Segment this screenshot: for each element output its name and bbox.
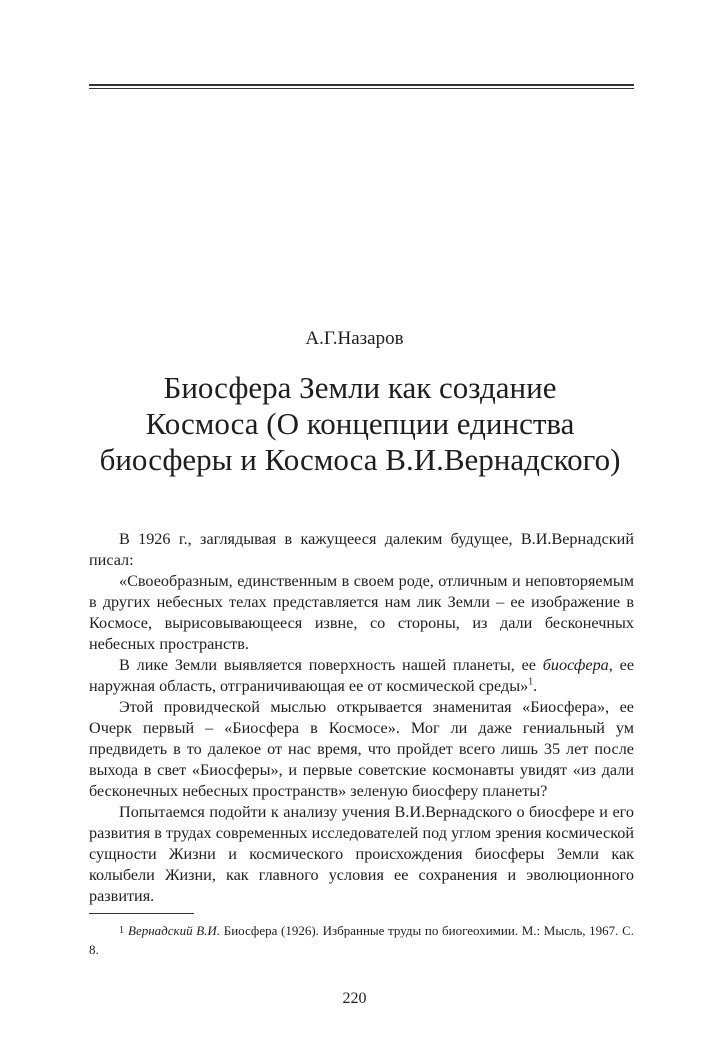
paragraph-4: Этой провидческой мыслью открывается знаменитая «Биосфера», ее Очерк первый – «Биосфера в Космосе». Мог ли даже гениальный ум предвидеть в то далекое от нас время, что пройдет всего лишь 35 лет после выхода в свет «Биосферы», и первые советские космонавты увидят «из дали бесконечных небесных пространств» зеленую биосферу планеты? [89,698,634,800]
paragraph-3-text-a: В лике Земли выявляется поверхность нашей планеты, ее [119,656,543,674]
paragraph-3-emphasis: биосфера [542,656,609,674]
title-line-1: Биосфера Земли как создание [163,370,557,405]
paragraph-5: Попытаемся подойти к анализу учения В.И.Вернадского о биосфере и его развития в трудах современных исследователей под углом зрения космической сущности Жизни и космического происхождения биосферы Земли как колыбели Жизни, как главного условия ее сохранения и эволюционного развития. [89,803,634,905]
title-line-3: биосферы и Космоса В.И.Вернадского) [99,442,621,477]
footnote-rule [89,913,194,914]
paragraph-3-text-c: . [533,677,538,695]
paragraph-3-quote [89,655,634,697]
paragraph-2-quote: «Своеобразным, единственным в своем роде, отличным и неповторяемым в других небесных телах представляется нам лик Земли – ее изображение в Космосе, вырисовывающееся извне, со стороны, из дали бесконечных небесных пространств. [89,572,634,653]
article-title [60,370,660,478]
article-author: А.Г.Назаров [305,328,404,349]
title-line-2: Космоса (О концепции единства [145,406,575,441]
paragraph-3-text-b: , ее наружная область, отграничивающая ее от космической среды» [89,656,634,695]
page-number: 220 [342,990,367,1007]
footnote-author: Вернадский В.И. [128,923,221,938]
header-rule [89,84,634,89]
footnote-text: Биосфера (1926). Избранные труды по биогеохимии. М.: Мысль, 1967. С. 8. [89,923,635,957]
footnote-number: 1 [119,925,124,936]
article-body [89,529,634,907]
paragraph-1: В 1926 г., заглядывая в кажущееся далеким будущее, В.И.Вернадский писал: [89,530,634,569]
footnote [89,921,634,959]
footnote-reference[interactable]: 1 [528,676,534,688]
